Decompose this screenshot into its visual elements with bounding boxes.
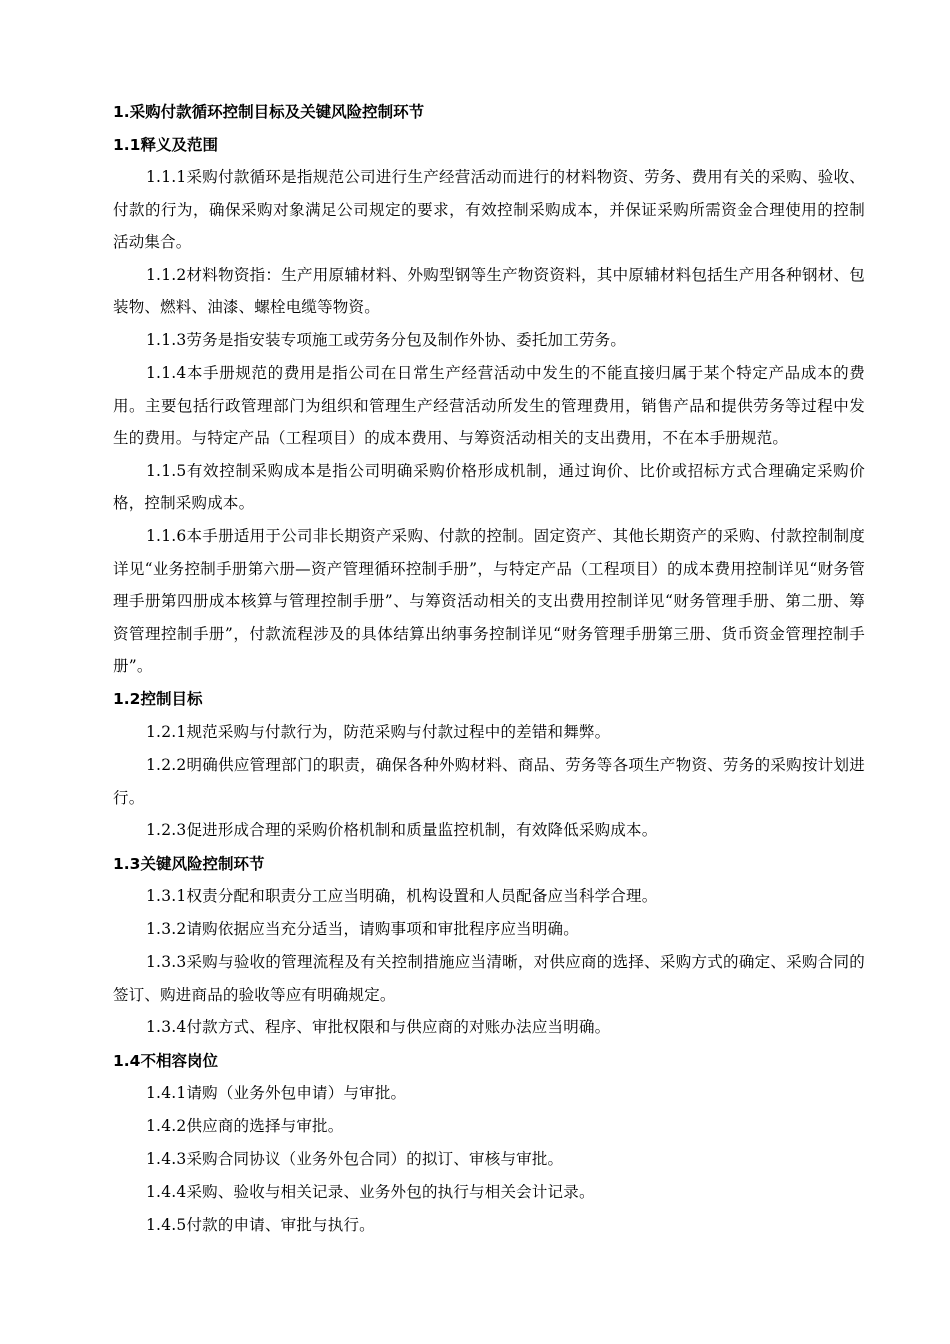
paragraph: 1.4.5付款的申请、审批与执行。 xyxy=(146,1216,375,1235)
paragraph: 1.2.2明确供应管理部门的职责，确保各种外购材料、商品、劳务等各项生产物资、劳务的采购按计划进行。 xyxy=(113,755,865,807)
paragraph: 1.1.6本手册适用于公司非长期资产采购、付款的控制。固定资产、其他长期资产的采购、付款控制制度详见“业务控制手册第六册—资产管理循环控制手册”，与特定产品（工程项目）的成本费用控制详见“财务管理手册第四册成本核算与管理控制手册”、与筹资活动相关的支出费用控制详见“财务管理手册、第二册、筹资管理控制手册”，付款流程涉及的具体结算出纳事务控制详见“财务管理手册第三册、货币资金管理控制手册”。 xyxy=(113,526,865,676)
paragraph: 1.1.3劳务是指安装专项施工或劳务分包及制作外协、委托加工劳务。 xyxy=(146,330,627,349)
paragraph: 1.1.5有效控制采购成本是指公司明确采购价格形成机制，通过询价、比价或招标方式合理确定采购价格，控制采购成本。 xyxy=(113,461,865,513)
paragraph: 1.1.4本手册规范的费用是指公司在日常生产经营活动中发生的不能直接归属于某个特定产品成本的费用。主要包括行政管理部门为组织和管理生产经营活动所发生的管理费用，销售产品和提供劳务等过程中发生的费用。与特定产品（工程项目）的成本费用、与筹资活动相关的支出费用，不在本手册规范。 xyxy=(113,363,865,448)
paragraph: 1.3.1权责分配和职责分工应当明确，机构设置和人员配备应当科学合理。 xyxy=(146,887,658,906)
document-title: 1.采购付款循环控制目标及关键风险控制环节 xyxy=(113,102,425,121)
section-key-risk-control xyxy=(113,847,865,1044)
paragraph: 1.4.3采购合同协议（业务外包合同）的拟订、审核与审批。 xyxy=(146,1150,564,1169)
section-heading: 1.2控制目标 xyxy=(113,690,203,709)
paragraph: 1.3.4付款方式、程序、审批权限和与供应商的对账办法应当明确。 xyxy=(146,1018,611,1037)
section-incompatible-positions xyxy=(113,1044,865,1242)
section-control-objectives xyxy=(113,683,865,847)
paragraph: 1.4.4采购、验收与相关记录、业务外包的执行与相关会计记录。 xyxy=(146,1183,595,1202)
section-heading: 1.3关键风险控制环节 xyxy=(113,854,265,873)
section-heading: 1.1释义及范围 xyxy=(113,135,218,154)
section-heading: 1.4不相容岗位 xyxy=(113,1051,218,1070)
paragraph: 1.2.1规范采购与付款行为，防范采购与付款过程中的差错和舞弊。 xyxy=(146,722,611,741)
paragraph: 1.4.2供应商的选择与审批。 xyxy=(146,1117,344,1136)
document-page xyxy=(113,95,865,1242)
paragraph: 1.1.1采购付款循环是指规范公司进行生产经营活动而进行的材料物资、劳务、费用有关的采购、验收、付款的行为，确保采购对象满足公司规定的要求，有效控制采购成本，并保证采购所需资金合理使用的控制活动集合。 xyxy=(113,168,865,252)
paragraph: 1.1.2材料物资指：生产用原辅材料、外购型钢等生产物资资料，其中原辅材料包括生产用各种钢材、包装物、燃料、油漆、螺栓电缆等物资。 xyxy=(113,265,865,317)
section-definition-scope xyxy=(113,128,865,683)
paragraph: 1.2.3促进形成合理的采购价格机制和质量监控机制，有效降低采购成本。 xyxy=(146,821,658,840)
paragraph: 1.3.3采购与验收的管理流程及有关控制措施应当清晰，对供应商的选择、采购方式的确定、采购合同的签订、购进商品的验收等应有明确规定。 xyxy=(113,953,865,1004)
paragraph: 1.4.1请购（业务外包申请）与审批。 xyxy=(146,1084,407,1103)
paragraph: 1.3.2请购依据应当充分适当，请购事项和审批程序应当明确。 xyxy=(146,920,579,939)
